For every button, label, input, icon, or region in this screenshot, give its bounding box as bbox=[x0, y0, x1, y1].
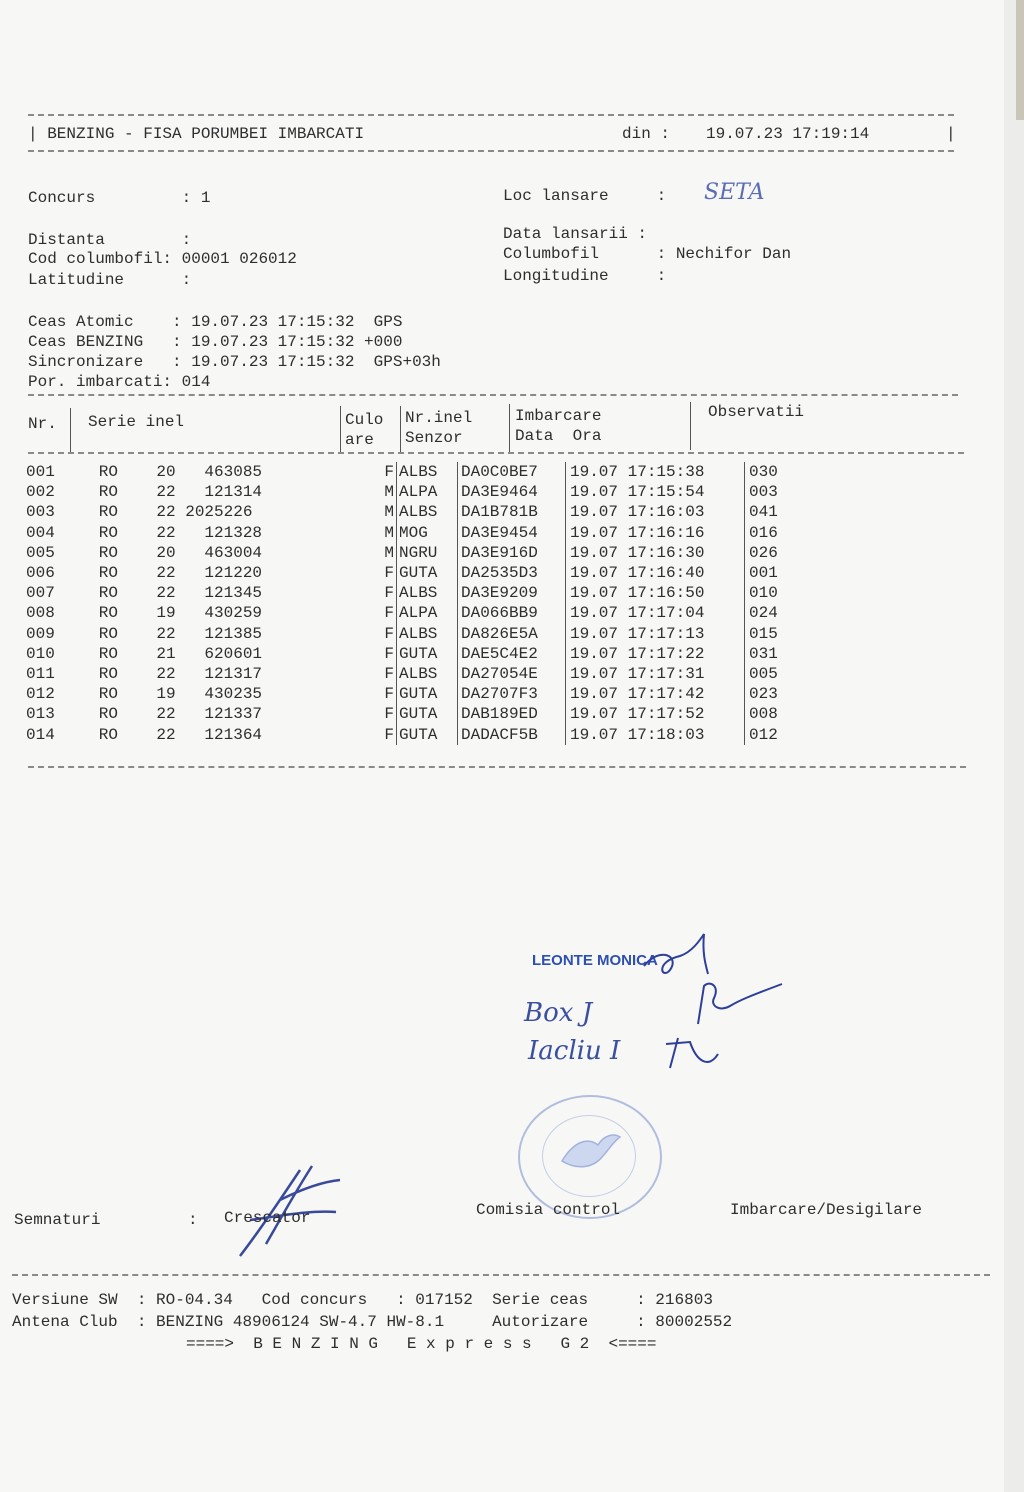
row-nr: 001 bbox=[26, 463, 55, 482]
col-header-imbarcare: Imbarcare bbox=[515, 407, 602, 425]
row-culoare: NGRU bbox=[397, 543, 458, 563]
row-sex: F bbox=[384, 463, 394, 482]
row-observatii: 031 bbox=[745, 644, 778, 664]
row-culoare: ALBS bbox=[397, 664, 458, 684]
row-observatii: 012 bbox=[745, 724, 778, 744]
table-bottom-rule bbox=[28, 766, 966, 768]
row-observatii: 041 bbox=[745, 502, 778, 522]
versiune-sw-line: Versiune SW : RO-04.34 Cod concurs : 017152 Serie ceas : 216803 bbox=[12, 1291, 713, 1309]
row-nr: 003 bbox=[26, 503, 55, 522]
row-data-ora: 19.07 17:16:30 bbox=[566, 543, 745, 563]
table-row bbox=[26, 523, 778, 543]
row-observatii: 005 bbox=[745, 664, 778, 684]
table-row bbox=[26, 644, 778, 664]
leonte-monica-stamp-text: LEONTE MONICA bbox=[532, 952, 658, 969]
row-senzor: DA1B781B bbox=[458, 502, 566, 522]
row-observatii: 026 bbox=[745, 543, 778, 563]
crescator-label: Crescator bbox=[224, 1209, 311, 1227]
col-header-nr: Nr. bbox=[28, 415, 57, 433]
row-nr: 014 bbox=[26, 725, 55, 744]
row-sex: F bbox=[384, 705, 394, 724]
row-observatii: 001 bbox=[745, 563, 778, 583]
row-serie-inel: RO 22 121385 bbox=[70, 624, 263, 643]
page-edge bbox=[1004, 0, 1024, 1492]
table-row bbox=[26, 462, 778, 482]
row-nr: 010 bbox=[26, 644, 55, 663]
row-observatii: 003 bbox=[745, 482, 778, 502]
table-row bbox=[26, 563, 778, 583]
row-serie-inel: RO 22 121345 bbox=[70, 584, 263, 603]
table-row bbox=[26, 724, 778, 744]
comisia-control-label: Comisia control bbox=[476, 1201, 621, 1219]
row-serie-inel: RO 22 121220 bbox=[70, 564, 263, 583]
row-sex: F bbox=[384, 564, 394, 583]
row-nr: 009 bbox=[26, 624, 55, 643]
col-divider bbox=[400, 406, 401, 454]
row-culoare: ALBS bbox=[397, 583, 458, 603]
row-culoare: ALBS bbox=[397, 462, 458, 482]
table-row bbox=[26, 482, 778, 502]
row-nr: 005 bbox=[26, 543, 55, 562]
row-nr: 011 bbox=[26, 664, 55, 683]
table-row bbox=[26, 624, 778, 644]
row-observatii: 023 bbox=[745, 684, 778, 704]
row-data-ora: 19.07 17:17:42 bbox=[566, 684, 745, 704]
row-nr: 007 bbox=[26, 584, 55, 603]
col-header-observatii: Observatii bbox=[708, 403, 805, 421]
row-senzor: DA3E9454 bbox=[458, 523, 566, 543]
row-sex: F bbox=[384, 725, 394, 744]
row-nr: 012 bbox=[26, 685, 55, 704]
row-sex: M bbox=[384, 543, 394, 562]
row-serie-inel: RO 22 121328 bbox=[70, 523, 263, 542]
longitudine-line: Longitudine : bbox=[503, 267, 667, 285]
dove-icon bbox=[558, 1131, 622, 1181]
data-lansarii-line: Data lansarii : bbox=[503, 225, 648, 243]
row-serie-inel: RO 21 620601 bbox=[70, 644, 263, 663]
table-header-rule bbox=[28, 452, 964, 454]
row-serie-inel: RO 22 121314 bbox=[70, 483, 263, 502]
row-data-ora: 19.07 17:17:31 bbox=[566, 664, 745, 684]
row-nr: 004 bbox=[26, 523, 55, 542]
loc-lansare-line: Loc lansare : bbox=[503, 187, 667, 205]
concurs-line: Concurs : 1 bbox=[28, 189, 211, 207]
row-data-ora: 19.07 17:16:40 bbox=[566, 563, 745, 583]
col-divider bbox=[70, 408, 71, 452]
ceas-benzing-line: Ceas BENZING : 19.07.23 17:15:32 +000 bbox=[28, 333, 403, 351]
antena-club-line: Antena Club : BENZING 48906124 SW-4.7 HW-8.1 Autorizare : 80002552 bbox=[12, 1313, 733, 1331]
handwritten-signature-2: Iacliu I bbox=[528, 1036, 621, 1066]
row-senzor: DAE5C4E2 bbox=[458, 644, 566, 664]
sincronizare-line: Sincronizare : 19.07.23 17:15:32 GPS+03h bbox=[28, 353, 441, 371]
row-nr: 008 bbox=[26, 604, 55, 623]
imbarcare-desigilare-label: Imbarcare/Desigilare bbox=[730, 1201, 923, 1219]
row-data-ora: 19.07 17:17:52 bbox=[566, 704, 745, 724]
col-header-nrinel: Nr.inel bbox=[405, 409, 473, 427]
cod-columbofil-line: Cod columbofil: 00001 026012 bbox=[28, 250, 297, 268]
row-sex: F bbox=[384, 604, 394, 623]
row-sex: M bbox=[384, 503, 394, 522]
table-row bbox=[26, 664, 778, 684]
header-title: | BENZING - FISA PORUMBEI IMBARCATI bbox=[28, 125, 365, 143]
page-edge-shadow bbox=[1016, 0, 1024, 120]
row-culoare: GUTA bbox=[397, 724, 458, 744]
col-header-culo: Culo bbox=[345, 411, 384, 429]
row-culoare: ALPA bbox=[397, 482, 458, 502]
row-observatii: 030 bbox=[745, 462, 778, 482]
table-row bbox=[26, 603, 778, 623]
row-serie-inel: RO 19 430259 bbox=[70, 604, 263, 623]
signature-1-graphic bbox=[690, 976, 790, 1036]
col-header-data-ora: Data Ora bbox=[515, 427, 602, 445]
row-culoare: GUTA bbox=[397, 684, 458, 704]
table-row bbox=[26, 704, 778, 724]
row-data-ora: 19.07 17:17:22 bbox=[566, 644, 745, 664]
row-observatii: 016 bbox=[745, 523, 778, 543]
ceas-atomic-line: Ceas Atomic : 19.07.23 17:15:32 GPS bbox=[28, 313, 403, 331]
row-serie-inel: RO 22 121317 bbox=[70, 664, 263, 683]
row-sex: F bbox=[384, 624, 394, 643]
row-culoare: ALBS bbox=[397, 624, 458, 644]
loc-lansare-handwritten: SETA bbox=[704, 180, 765, 205]
row-culoare: MOG bbox=[397, 523, 458, 543]
row-data-ora: 19.07 17:16:50 bbox=[566, 583, 745, 603]
row-serie-inel: RO 20 463085 bbox=[70, 463, 263, 482]
row-nr: 006 bbox=[26, 564, 55, 583]
table-row bbox=[26, 543, 778, 563]
header-din-value: 19.07.23 17:19:14 bbox=[706, 125, 870, 143]
row-sex: F bbox=[384, 685, 394, 704]
row-observatii: 024 bbox=[745, 603, 778, 623]
col-header-serie: Serie inel bbox=[88, 413, 185, 431]
row-senzor: DA2707F3 bbox=[458, 684, 566, 704]
table-row bbox=[26, 583, 778, 603]
row-senzor: DA0C0BE7 bbox=[458, 462, 566, 482]
row-observatii: 010 bbox=[745, 583, 778, 603]
row-data-ora: 19.07 17:15:54 bbox=[566, 482, 745, 502]
row-senzor: DA27054E bbox=[458, 664, 566, 684]
table-top-rule bbox=[28, 394, 958, 396]
row-data-ora: 19.07 17:16:16 bbox=[566, 523, 745, 543]
row-sex: F bbox=[384, 644, 394, 663]
row-serie-inel: RO 22 121364 bbox=[70, 725, 263, 744]
row-observatii: 008 bbox=[745, 704, 778, 724]
por-imbarcati-line: Por. imbarcati: 014 bbox=[28, 373, 211, 391]
row-senzor: DAB189ED bbox=[458, 704, 566, 724]
table-row bbox=[26, 684, 778, 704]
col-header-senzor: Senzor bbox=[405, 429, 463, 447]
pigeon-table-body bbox=[26, 462, 778, 745]
header-end-bar: | bbox=[946, 125, 956, 143]
row-data-ora: 19.07 17:18:03 bbox=[566, 724, 745, 744]
semnaturi-colon: : bbox=[188, 1211, 198, 1229]
row-data-ora: 19.07 17:15:38 bbox=[566, 462, 745, 482]
row-nr: 002 bbox=[26, 483, 55, 502]
row-sex: F bbox=[384, 584, 394, 603]
signature-2-graphic bbox=[660, 1030, 730, 1080]
table-row bbox=[26, 502, 778, 522]
col-header-are: are bbox=[345, 431, 374, 449]
row-senzor: DA3E916D bbox=[458, 543, 566, 563]
footer-rule bbox=[12, 1274, 990, 1276]
row-culoare: ALPA bbox=[397, 603, 458, 623]
row-culoare: GUTA bbox=[397, 704, 458, 724]
row-serie-inel: RO 19 430235 bbox=[70, 685, 263, 704]
pigeon-table bbox=[26, 462, 778, 745]
row-senzor: DA826E5A bbox=[458, 624, 566, 644]
row-sex: F bbox=[384, 664, 394, 683]
row-data-ora: 19.07 17:16:03 bbox=[566, 502, 745, 522]
row-serie-inel: RO 22 2025226 bbox=[70, 503, 253, 522]
row-culoare: GUTA bbox=[397, 644, 458, 664]
latitudine-line: Latitudine : bbox=[28, 271, 192, 289]
row-data-ora: 19.07 17:17:13 bbox=[566, 624, 745, 644]
header-din-label: din : bbox=[622, 125, 671, 143]
row-sex: M bbox=[384, 523, 394, 542]
row-serie-inel: RO 22 121337 bbox=[70, 705, 263, 724]
handwritten-signature-1: Box J bbox=[524, 998, 593, 1028]
col-divider bbox=[340, 406, 341, 454]
columbofil-line: Columbofil : Nechifor Dan bbox=[503, 245, 792, 263]
row-culoare: GUTA bbox=[397, 563, 458, 583]
row-sex: M bbox=[384, 483, 394, 502]
row-culoare: ALBS bbox=[397, 502, 458, 522]
row-senzor: DA3E9464 bbox=[458, 482, 566, 502]
row-senzor: DADACF5B bbox=[458, 724, 566, 744]
header-bottom-rule bbox=[28, 150, 954, 152]
benzing-express-banner: ====> B E N Z I N G E x p r e s s G 2 <==== bbox=[186, 1335, 657, 1353]
header-top-rule bbox=[28, 114, 954, 116]
row-serie-inel: RO 20 463004 bbox=[70, 543, 263, 562]
semnaturi-label: Semnaturi bbox=[14, 1211, 101, 1229]
col-divider bbox=[690, 402, 691, 450]
row-nr: 013 bbox=[26, 705, 55, 724]
row-senzor: DA3E9209 bbox=[458, 583, 566, 603]
row-senzor: DA066BB9 bbox=[458, 603, 566, 623]
row-senzor: DA2535D3 bbox=[458, 563, 566, 583]
col-divider bbox=[509, 404, 510, 452]
distanta-line: Distanta : bbox=[28, 231, 192, 249]
row-data-ora: 19.07 17:17:04 bbox=[566, 603, 745, 623]
row-observatii: 015 bbox=[745, 624, 778, 644]
